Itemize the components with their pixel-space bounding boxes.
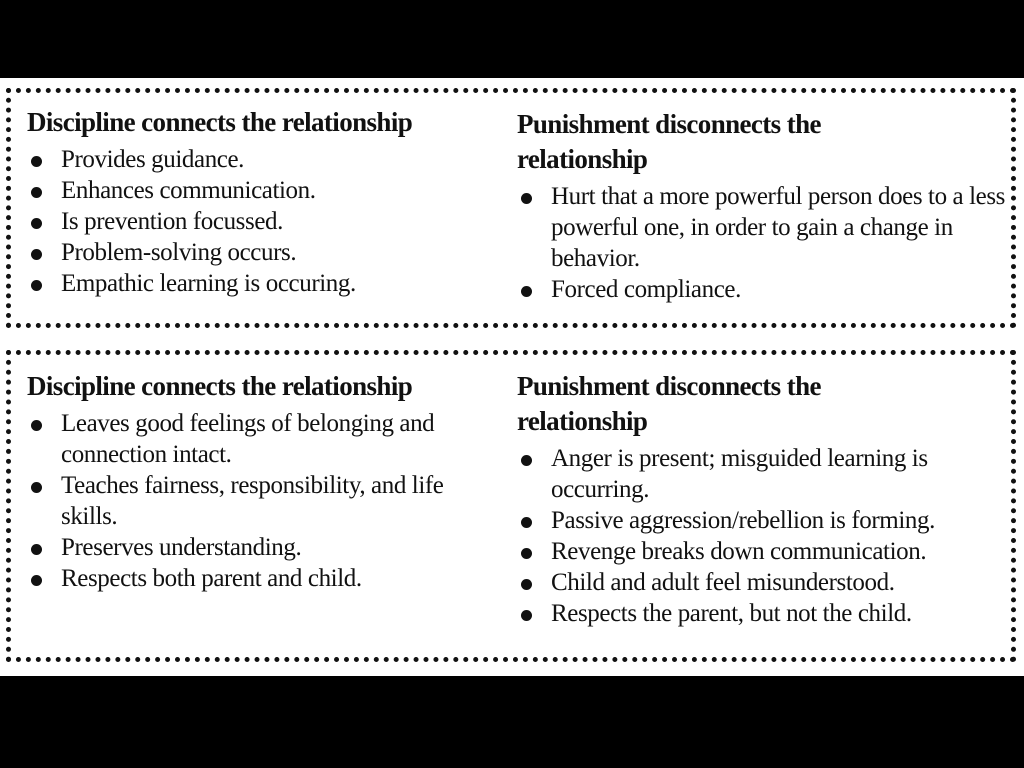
list-item: Respects the parent, but not the child. (517, 598, 1007, 629)
list-item: Respects both parent and child. (27, 563, 457, 594)
list-item: Revenge breaks down communication. (517, 536, 1007, 567)
document-page (0, 78, 1024, 676)
discipline-column (27, 105, 497, 299)
punishment-column (517, 107, 1007, 305)
list-item: Problem-solving occurs. (27, 237, 497, 268)
list-item: Preserves understanding. (27, 532, 457, 563)
list-item: Passive aggression/rebellion is forming. (517, 505, 1007, 536)
discipline-heading: Discipline connects the relationship (27, 107, 413, 137)
discipline-list (27, 144, 497, 299)
comparison-box-top (6, 88, 1016, 328)
list-item: Is prevention focussed. (27, 206, 497, 237)
punishment-heading: Punishment disconnects the relationship (517, 109, 821, 174)
punishment-list (517, 443, 1007, 629)
discipline-column (27, 369, 497, 594)
list-item: Child and adult feel misunderstood. (517, 567, 1007, 598)
list-item: Leaves good feelings of belonging and connection intact. (27, 408, 457, 470)
list-item: Forced compliance. (517, 274, 1007, 305)
list-item: Anger is present; misguided learning is occurring. (517, 443, 1007, 505)
list-item: Empathic learning is occuring. (27, 268, 497, 299)
list-item: Hurt that a more powerful person does to a less powerful one, in order to gain a change in behavior. (517, 181, 1007, 274)
comparison-box-bottom (6, 350, 1016, 662)
punishment-list (517, 181, 1007, 305)
punishment-column (517, 369, 1007, 629)
discipline-heading: Discipline connects the relationship (27, 371, 413, 401)
list-item: Provides guidance. (27, 144, 497, 175)
list-item: Enhances communication. (27, 175, 497, 206)
discipline-list (27, 408, 457, 594)
punishment-heading: Punishment disconnects the relationship (517, 371, 821, 436)
list-item: Teaches fairness, responsibility, and life skills. (27, 470, 457, 532)
